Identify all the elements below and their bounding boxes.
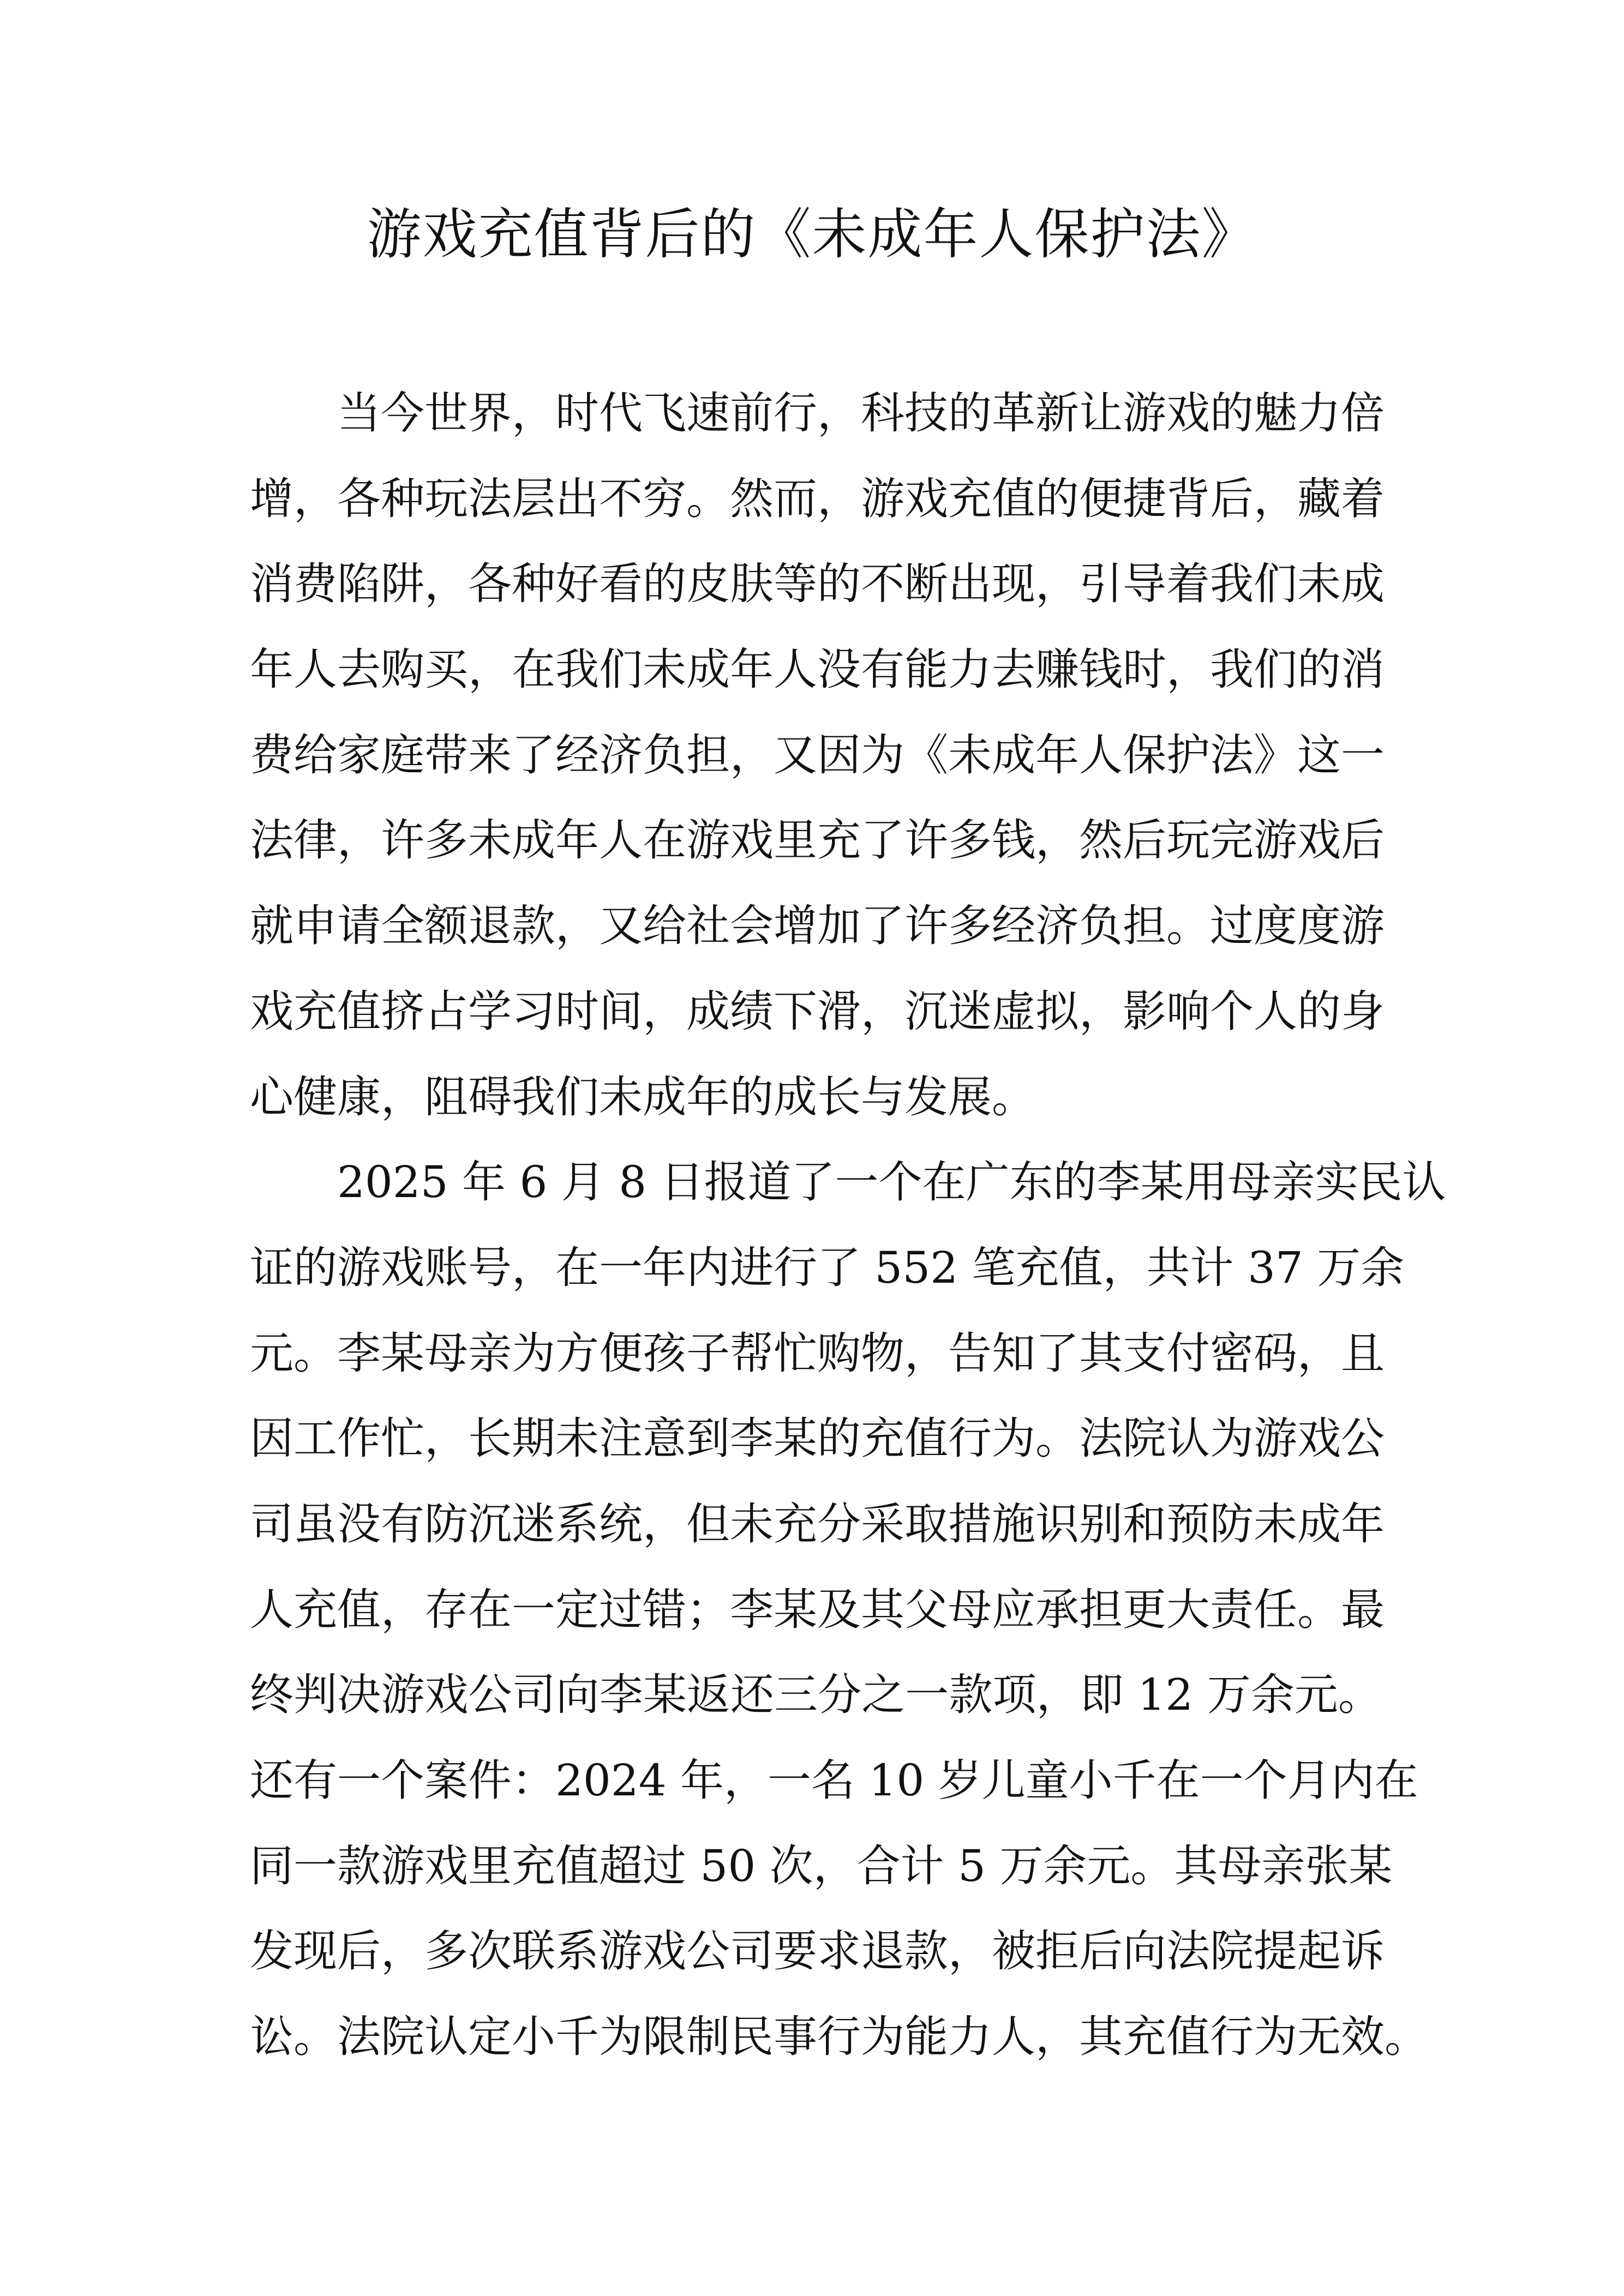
paragraph-line: 人充值，存在一定过错；李某及其父母应承担更大责任。最: [250, 1584, 1385, 1635]
document-title: 游戏充值背后的《未成年人保护法》: [367, 202, 1257, 266]
paragraph-line: 年人去购买，在我们未成年人没有能力去赚钱时，我们的消: [250, 644, 1385, 695]
paragraph-line: 因工作忙，长期未注意到李某的充值行为。法院认为游戏公: [250, 1413, 1385, 1464]
paragraph-line: 还有一个案件：2024 年，一名 10 岁儿童小千在一个月内在: [250, 1755, 1418, 1806]
paragraph-line: 2025 年 6 月 8 日报道了一个在广东的李某用母亲实民认: [337, 1157, 1446, 1208]
paragraph-line: 费给家庭带来了经济负担，又因为《未成年人保护法》这一: [250, 729, 1385, 780]
paragraph-line: 就申请全额退款，又给社会增加了许多经济负担。过度度游: [250, 900, 1385, 952]
paragraph-line: 消费陷阱，各种好看的皮肤等的不断出现，引导着我们未成: [250, 558, 1385, 610]
paragraph-line: 讼。法院认定小千为限制民事行为能力人，其充值行为无效。: [250, 2011, 1428, 2063]
paragraph-line: 心健康，阻碍我们未成年的成长与发展。: [250, 1071, 1035, 1122]
paragraph-line: 增，各种玩法层出不穷。然而，游戏充值的便捷背后，藏着: [250, 473, 1385, 524]
document-body: [250, 371, 1446, 2080]
paragraph-line: 发现后，多次联系游戏公司要求退款，被拒后向法院提起诉: [250, 1926, 1385, 1977]
paragraph-line: 司虽没有防沉迷系统，但未充分采取措施识别和预防未成年: [250, 1498, 1385, 1549]
paragraph-line: 戏充值挤占学习时间，成绩下滑，沉迷虚拟，影响个人的身: [250, 985, 1385, 1037]
paragraph-line: 法律，许多未成年人在游戏里充了许多钱，然后玩完游戏后: [250, 815, 1385, 866]
paragraph-1: [250, 371, 1385, 1140]
paragraph-line: 同一款游戏里充值超过 50 次，合计 5 万余元。其母亲张某: [250, 1840, 1393, 1891]
paragraph-line: 元。李某母亲为方便孩子帮忙购物，告知了其支付密码，且: [250, 1327, 1385, 1379]
paragraph-line: 证的游戏账号，在一年内进行了 552 笔充值，共计 37 万余: [250, 1242, 1405, 1293]
paragraph-line: 当今世界，时代飞速前行，科技的革新让游戏的魅力倍: [337, 388, 1385, 438]
paragraph-line: 终判决游戏公司向李某返还三分之一款项，即 12 万余元。: [250, 1669, 1382, 1721]
paragraph-2: [250, 1140, 1446, 2080]
